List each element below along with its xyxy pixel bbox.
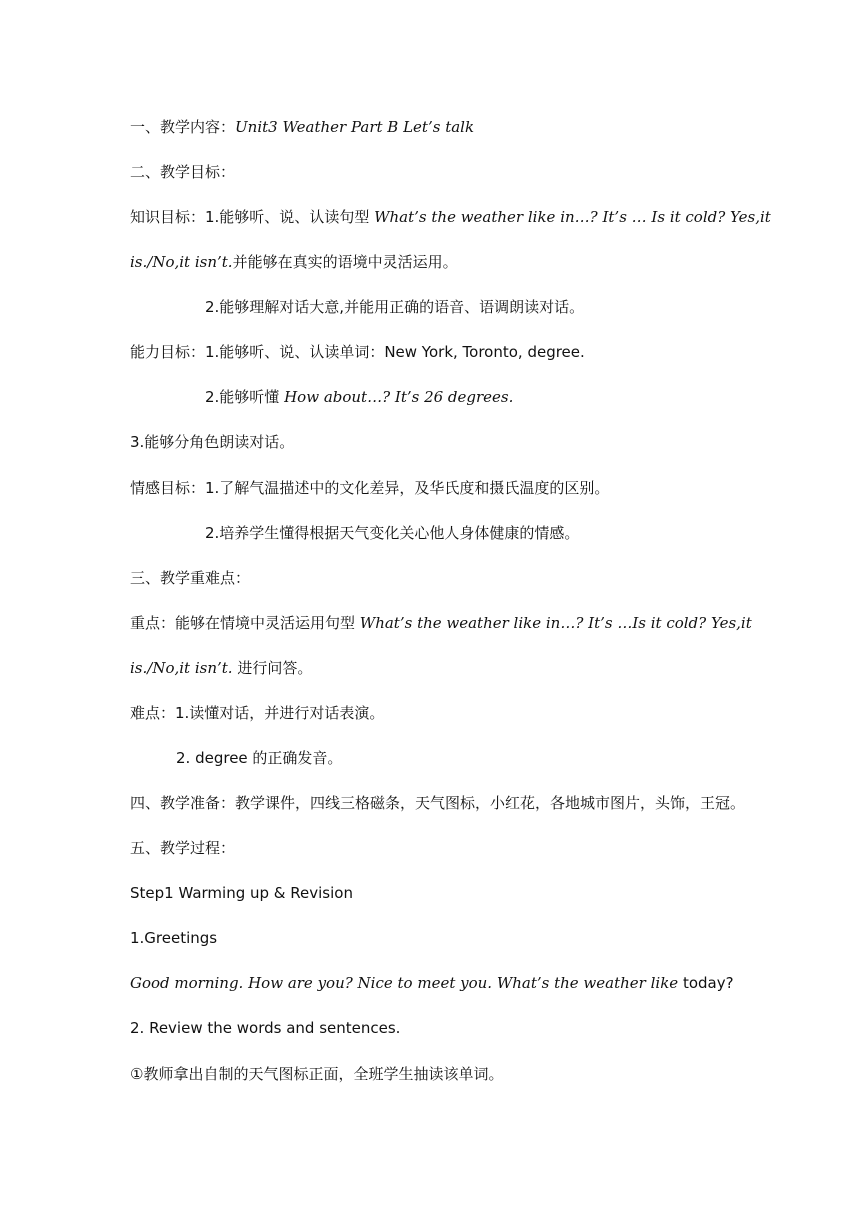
knowledge-goal-line-2 <box>130 252 458 272</box>
section-teaching-process: 五、教学过程： <box>130 839 236 857</box>
review-activity-1: ①教师拿出自制的天气图标正面，全班学生抽读该单词。 <box>130 1065 504 1083</box>
sentence-pattern: How about…? It’s 26 degrees. <box>284 388 514 406</box>
text: today? <box>678 974 734 992</box>
ability-goal-1: 能力目标：1.能够听、说、认读单词：New York, Toronto, degree. <box>130 343 585 361</box>
section-key-points: 三、教学重难点： <box>130 569 251 587</box>
text: 知识目标：1.能够听、说、认读句型 <box>130 208 375 226</box>
dialogue-text: Good morning. How are you? Nice to meet you. What’s the weather like <box>130 974 679 992</box>
text: 进行问答。 <box>232 659 313 677</box>
sentence-pattern: What’s the weather like in…? It’s …Is it cold? Yes,it <box>359 614 752 632</box>
key-point-line-2 <box>130 658 312 678</box>
sentence-pattern: is./No,it isn’t. <box>130 659 233 677</box>
sentence-pattern: is./No,it isn’t. <box>130 253 233 271</box>
greetings-heading: 1.Greetings <box>130 929 218 947</box>
lesson-title: Unit3 Weather Part B Let’s talk <box>235 118 475 136</box>
step-1-heading: Step1 Warming up & Revision <box>130 884 353 902</box>
review-heading: 2. Review the words and sentences. <box>130 1019 401 1037</box>
text: 并能够在真实的语境中灵活运用。 <box>232 253 458 271</box>
heading-label: 一、教学内容： <box>130 118 236 136</box>
section-preparation: 四、教学准备：教学课件，四线三格磁条，天气图标，小红花，各地城市图片，头饰，王冠。 <box>130 794 746 812</box>
sentence-pattern: What’s the weather like in…? It’s … Is it cold? Yes,it <box>374 208 771 226</box>
greetings-dialogue <box>130 973 734 993</box>
text: 重点：能够在情境中灵活运用句型 <box>130 614 360 632</box>
section-teaching-content <box>130 117 474 137</box>
difficult-point-1: 难点：1.读懂对话，并进行对话表演。 <box>130 704 385 722</box>
ability-goal-3: 3.能够分角色朗读对话。 <box>130 433 295 451</box>
ability-goal-2 <box>205 387 513 407</box>
knowledge-goal-2: 2.能够理解对话大意,并能用正确的语音、语调朗读对话。 <box>205 298 585 316</box>
text: 2.能够听懂 <box>205 388 285 406</box>
section-teaching-goals: 二、教学目标： <box>130 163 236 181</box>
knowledge-goal-line-1 <box>130 207 771 227</box>
emotion-goal-2: 2.培养学生懂得根据天气变化关心他人身体健康的情感。 <box>205 524 580 542</box>
difficult-point-2: 2. degree 的正确发音。 <box>176 749 343 767</box>
emotion-goal-1: 情感目标：1.了解气温描述中的文化差异，及华氏度和摄氏温度的区别。 <box>130 479 610 497</box>
key-point-line-1 <box>130 613 752 633</box>
